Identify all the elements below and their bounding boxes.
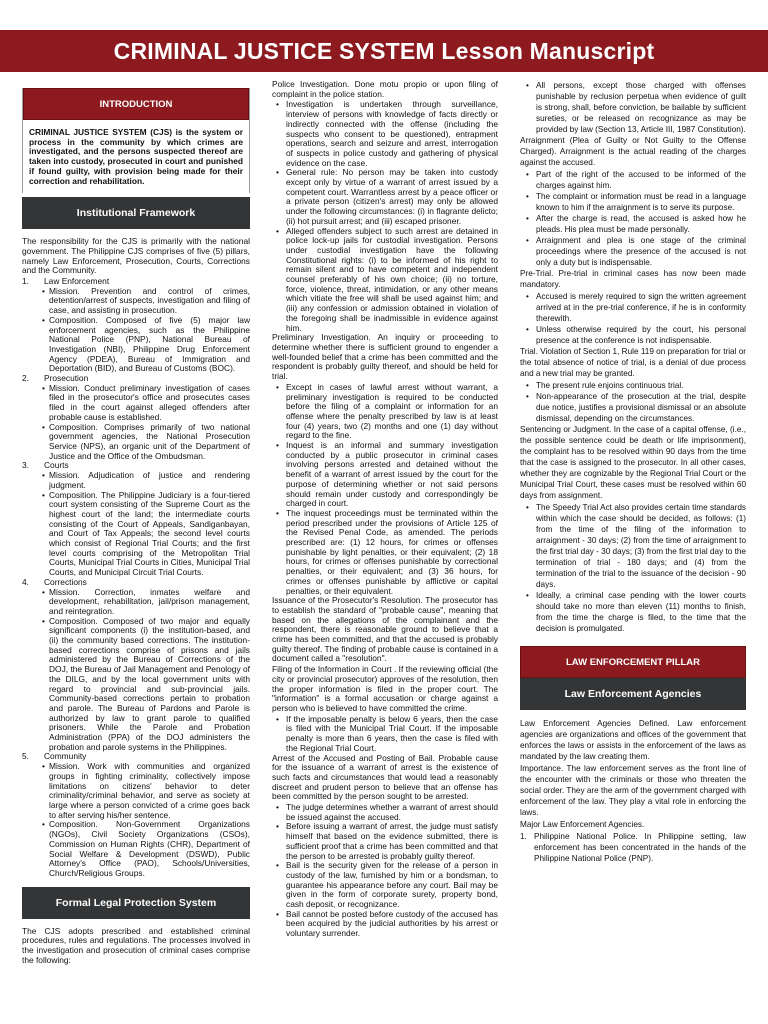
- trial-para: Trial. Violation of Section 1, Rule 119 on preparation for trial or the total absence of notice of trial, is a denial of due process and a new trial may be granted.: [520, 347, 746, 378]
- pillar-number: 5.: [22, 751, 29, 762]
- introduction-heading: INTRODUCTION: [23, 88, 249, 120]
- formal-legal-protection-heading: Formal Legal Protection System: [22, 887, 250, 919]
- list-item: • After the charge is read, the accused is asked how he pleads. His plea must be made personally.: [526, 213, 746, 235]
- pillar-name: Law Enforcement: [44, 276, 110, 287]
- list-item: • The inquest proceedings must be terminated within the period prescribed under the provisions of Article 125 of the Revised Penal Code, as amended. The periods prescribed are: (1) 12 hours, for crimes or offenses punishable by light penalties, or their equivalent; (2) 18 hours, for crimes or offenses punishable by correctional penalties, or their equivalent; and (3) 36 hours, for crimes or offenses punishable by afflictive or capital penalties, or their equivalent.: [276, 509, 498, 596]
- list-item: • Part of the right of the accused to be informed of the charges against him.: [526, 169, 746, 191]
- pillar-name: Community: [44, 751, 87, 762]
- list-item: • Ideally, a criminal case pending with the lower courts should take no more than eleven (11) months to finish, from the time the charge is filed, to the time that the decision is promulgated.: [526, 590, 746, 634]
- pillar-bullet: • Composition. The Philippine Judiciary is a four-tiered court system consisting of the Supreme Court as the highest court of the land; the intermediate courts consisting of the Court of Appeals, Sandiganbayan, and Court of Tax Appeals; the second level courts which consist of Regional Trial Courts; and the first level courts comprising of the Metropolitan Trial Courts, Municipal Trial Courts in Cities, Municipal Trial Courts, and Municipal Circuit Trial Courts.: [42, 491, 250, 578]
- list-item: • Unless otherwise required by the court, his personal presence at the conference is not indispensable.: [526, 324, 746, 346]
- list-item: • Accused is merely required to sign the written agreement arrived at in the pre-trial conference, if he is in conformity therewith.: [526, 291, 746, 324]
- list-item: • Bail cannot be posted before custody of the accused has been acquired by the judicial authorities by his arrest or voluntary surrender.: [276, 910, 498, 939]
- arraignment-bullets: [526, 169, 746, 268]
- arrest-bullets: [276, 803, 498, 939]
- column-3: [520, 80, 746, 1024]
- issuance-resolution-para: Issuance of the Prosecutor's Resolution. The prosecutor has to establish the standard of "probable cause", meaning that based on the allegations of the complainant and the respondent, there is reasonable ground to believe that a crime has been committed, and that the accused is probably guilty thereof. The finding of probable cause is contained in a document called a "resolution".: [272, 595, 498, 664]
- arraignment-para: Arraignment (Plea of Guilty or Not Guilty to the Offense Charged). Arraignment is the actual reading of the charges against the accused.: [520, 136, 746, 167]
- police-investigation-para: Police Investigation. Done motu propio or upon filing of complaint in the police station.: [272, 80, 498, 99]
- pillar-bullet: • Composition. Composed of five (5) major law enforcement agencies, such as the Philippine National Police (PNP), National Bureau of Investigation (NBI), Philippine Drug Enforcement Agency (PDEA), Bureau of Immigration and Deportation (BID), and Bureau of Customs (BOC).: [42, 316, 250, 374]
- pillar-bullets: [42, 287, 250, 374]
- sentencing-bullets: [526, 502, 746, 634]
- list-item: • The judge determines whether a warrant of arrest should be issued against the accused.: [276, 803, 498, 822]
- law-enforcement-agencies-heading: Law Enforcement Agencies: [520, 678, 746, 710]
- pillar-number: 2.: [22, 373, 29, 384]
- pillar-number: 4.: [22, 576, 29, 587]
- list-item: • The Speedy Trial Act also provides certain time standards within which the case should be decided, as follows: (1) from the time of the filing of the information to arraignment - 30 days; (2) from the time of arraignment to the first trial day - 30 days; (3) from the first trial day to the termination of trial - 180 days; and (4) from the termination of the trial to the issuance of the decision - 90 days.: [526, 502, 746, 590]
- filing-information-para: Filing of the Information in Court . If the reviewing official (the city or provincial prosecutor) approves of the resolution, then the proper information is filed in the proper court. The "information" is a formal accusation or charge against a person who is believed to have committed the crime.: [272, 664, 498, 713]
- major-agencies-para: Major Law Enforcement Agencies.: [520, 820, 645, 829]
- filing-bullets: [276, 715, 498, 754]
- introduction-box: [22, 88, 250, 193]
- list-item: • Except in cases of lawful arrest without warrant, a preliminary investigation is required to be conducted before the filing of a complaint or information for an offense where the penalty prescribed by law is at least four (4) years, two (2) months and one (1) day without regard to the fine.: [276, 383, 498, 441]
- importance-para: Importance. The law enforcement serves as the front line of the encounter with the criminals or those who threaten the social order. They are the arm of the government charged with enforcement of the law. They play a vital role in enforcing the laws.: [520, 764, 746, 817]
- major-agency-number: 1.: [520, 832, 527, 841]
- major-agencies-list: [520, 831, 746, 864]
- trial-bullets: [526, 380, 746, 424]
- bail-bullets: [526, 80, 746, 135]
- pillar-number: 1.: [22, 276, 29, 287]
- pillars-list: [22, 277, 250, 879]
- list-item: • The complaint or information must be read in a language known to him if the arraignment is to serve its purpose.: [526, 191, 746, 213]
- list-item: • Alleged offenders subject to such arrest are detained in police lock-up jails for custodial investigation. Persons under custodial investigation have the following Constitutional rights: (i) to be informed of his right to remain silent and to have competent and independent counsel preferably of his own choice; (ii) no torture, force, violence, threat, intimidation, or any other means which vitiate the free will shall be used against him; and (iii) any confession or admission obtained in violation of the foregoing shall be inadmissible in evidence against him.: [276, 227, 498, 334]
- preliminary-bullets: [276, 383, 498, 596]
- list-item: • Bail is the security given for the release of a person in custody of the law, furnished by him or a bondsman, to guarantee his appearance before any court. Bail may be given in the form of corporate surety, property bond, cash deposit, or recognizance.: [276, 861, 498, 910]
- list-item: • General rule: No person may be taken into custody except only by virtue of a warrant of arrest issued by a competent court. Warrantless arrest by a peace officer or a private person (citizen's arrest) may only be allowed under the following circumstances: (i) in flagrante delicto; (ii) hot pursuit arrest; and (iii) escaped prisoner.: [276, 168, 498, 226]
- pillar-bullets: [42, 384, 250, 462]
- document-title: CRIMINAL JUSTICE SYSTEM Lesson Manuscript: [0, 30, 768, 72]
- pillar-bullet: • Mission. Adjudication of justice and rendering judgment.: [42, 471, 250, 490]
- pillar-bullets: [42, 762, 250, 878]
- pillar-bullet: • Mission. Work with communities and organized groups in fighting criminality, collectively impose limitations on citizens' behavior to deter criminality/criminal behavior, and serve as society at large where a person convicted of a crime goes back to after serving his/her sentence.: [42, 762, 250, 820]
- institutional-framework-heading: Institutional Framework: [22, 197, 250, 229]
- list-item: • If the imposable penalty is below 6 years, then the case is filed with the Municipal Trial Court. If the imposable penalty is more than 6 years, then the case is filed with the Regional Trial Court.: [276, 715, 498, 754]
- column-1: [22, 80, 250, 1024]
- list-item: • Inquest is an informal and summary investigation conducted by a public prosecutor in criminal cases involving persons arrested and detained without the benefit of a warrant of arrest issued by the court for the purpose of determining whether or not said persons should remain under custody and correspondingly be charged in court.: [276, 441, 498, 509]
- preliminary-investigation-para: Preliminary Investigation. An inquiry or proceeding to determine whether there is sufficient ground to engender a well-founded belief that a crime has been committed and the respondent is probably guilty thereof, and should be held for trial.: [272, 332, 498, 382]
- institutional-framework-text: The responsibility for the CJS is primarily with the national government. The Philippine CJS comprises of five (5) pillars, namely Law Enforcement, Prosecution, Courts, Corrections and the Community.: [22, 236, 250, 276]
- pillar-bullet: • Mission. Correction, inmates welfare and development, rehabilitation, jail/prison management, and reintegration.: [42, 588, 250, 617]
- pillar-bullet: • Composition. Non-Government Organizations (NGOs), Civil Society Organizations (CSOs), Commission on Human Rights (CHR), Department of Social Welfare & Development (DSWD), Public Attorney's Office (PAO), Schools/Universities, Church/Religious Groups.: [42, 820, 250, 878]
- list-item: • The present rule enjoins continuous trial.: [526, 380, 746, 391]
- law-enforcement-pillar-heading: LAW ENFORCEMENT PILLAR: [520, 646, 746, 678]
- sentencing-para: Sentencing or Judgment. In the case of a capital offense, (i.e., the possible sentence could be death or life imprisonment), the complaint has to be resolved within 90 days from the time that the case is assigned to the prosecutor. In all other cases, whether they are cognizable by the Regional Trial Court or the Municipal Trial Court, these cases must be resolved within 60 days from assignment.: [520, 425, 746, 500]
- pillar-name: Prosecution: [44, 373, 89, 384]
- arrest-bail-para: Arrest of the Accused and Posting of Bail. Probable cause for the issuance of a warrant of arrest is the existence of such facts and circumstances that would lead a reasonably discreet and prudent person to believe that an offense has been committed by the person sought to be arrested.: [272, 752, 498, 802]
- list-item: • Arraignment and plea is one stage of the criminal proceedings where the presence of the accused is not only a duty but is indispensable.: [526, 235, 746, 268]
- pillar-bullet: • Composition. Composed of two major and equally significant components (i) the institution-based, and (ii) the community based corrections. The institution-based corrections comprise of prisons and jails administered by the Bureau of Corrections of the DOJ, the Bureau of Jail Management and Penology of the DILG, and by the local government units with regard to provincial and sub-provincial jails. Community-based corrections pertain to probation and parole. The Bureau of Pardons and Parole is authorized by law to grant parole to qualified prisoners. While the Parole and Probation Administration (PPA) of the DOJ administers the probation and parole systems in the Philippines.: [42, 617, 250, 753]
- major-agency-item: [520, 831, 746, 864]
- pretrial-para: Pre-Trial. Pre-trial in criminal cases has now been made mandatory.: [520, 269, 746, 289]
- pillar-bullets: [42, 588, 250, 753]
- pillar-bullet: • Mission. Prevention and control of crimes, detention/arrest of suspects, investigation and filing of case, and assisting in prosecution.: [42, 287, 250, 316]
- pillar-number: 3.: [22, 460, 29, 471]
- le-defined-para: Law Enforcement Agencies Defined. Law enforcement agencies are organizations and offices of the government that enforces the laws or assists in the enforcement of the laws as mandated by the law creating them.: [520, 719, 746, 761]
- column-2: [272, 80, 498, 1024]
- list-item: • Before issuing a warrant of arrest, the judge must satisfy himself that based on the evidence submitted, there is sufficient proof that a crime has been committed and that the person to be arrested is probably guilty thereof.: [276, 822, 498, 861]
- pretrial-bullets: [526, 291, 746, 346]
- major-agency-text: Philippine National Police. In Philippine setting, law enforcement has been concentrated in the hands of the Philippine National Police (PNP).: [534, 832, 746, 863]
- pillar-name: Corrections: [44, 576, 87, 587]
- list-item: • All persons, except those charged with offenses punishable by reclusion perpetua when evidence of guilt is strong, shall, before conviction, be bailable by sufficient sureties, or be released on recognizance as may be provided by law (Section 13, Article III, 1987 Constitution).: [526, 80, 746, 135]
- formal-legal-protection-text: The CJS adopts prescribed and established criminal procedures, rules and regulations. The processes involved in the investigation and prosecution of criminal cases comprise the following:: [22, 925, 250, 965]
- pillar-name: Courts: [44, 460, 69, 471]
- introduction-text: CRIMINAL JUSTICE SYSTEM (CJS) is the system or process in the community by which crimes are investigated, and the persons suspected thereof are taken into custody, prosecuted in court and punished if found guilty, with provision being made for their correction and rehabilitation.: [29, 127, 243, 186]
- pillar-bullet: • Composition. Comprises primarily of two national government agencies, the National Prosecution Service (NPS), an organic unit of the Department of Justice and the Office of the Ombudsman.: [42, 423, 250, 462]
- investigation-bullets: [276, 100, 498, 333]
- list-item: • Non-appearance of the prosecution at the trial, despite due notice, justifies a provisional dismissal or an absolute dismissal, depending on the circumstances.: [526, 391, 746, 424]
- list-item: • Investigation is undertaken through surveillance, interview of persons with knowledge of facts directly or indirectly connected with the offense (including the suspects who consent to be questioned), entrapment operations, search and seizure and arrest, interrogation of suspects in police custody and gathering of physical evidence on the case.: [276, 100, 498, 168]
- pillar-bullets: [42, 471, 250, 578]
- pillar-bullet: • Mission. Conduct preliminary investigation of cases filed in the prosecutor's office and prosecutes cases filed in the court against alleged offenders after probable cause is established.: [42, 384, 250, 423]
